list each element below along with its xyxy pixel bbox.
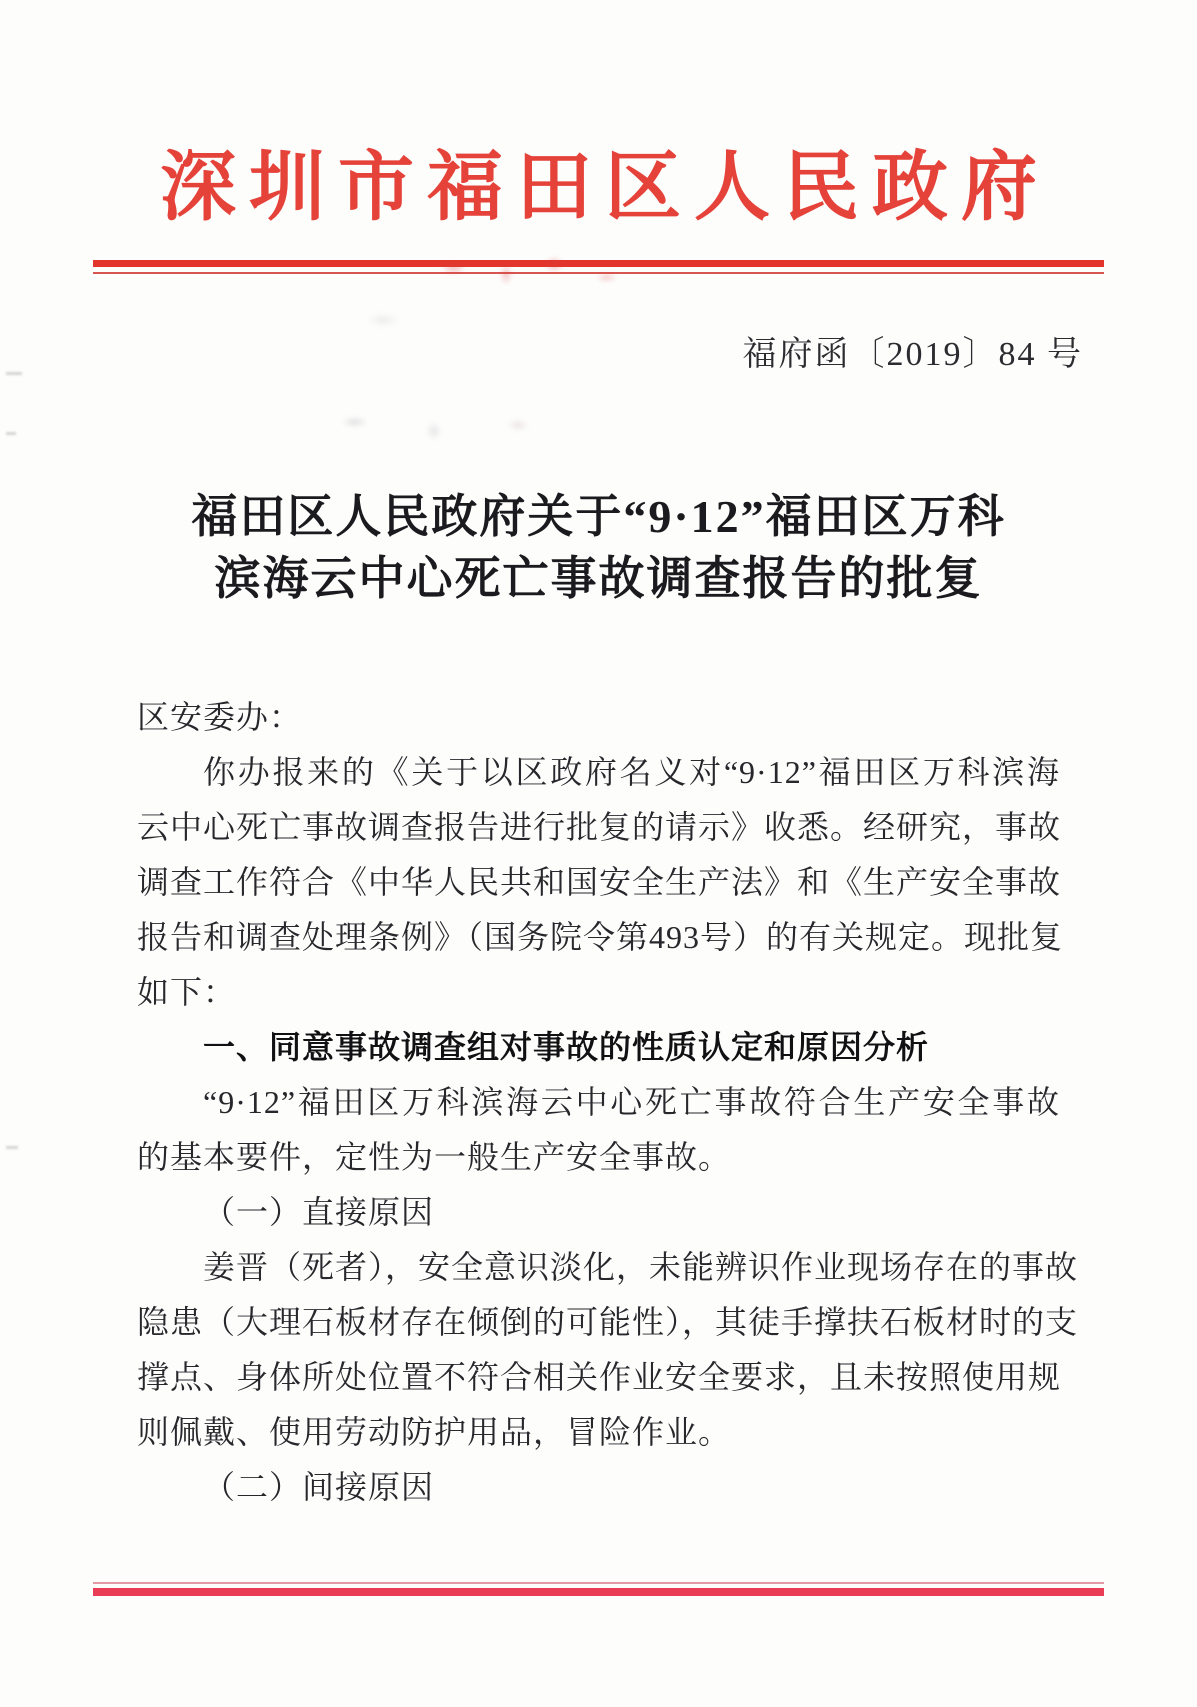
scan-edge-speck bbox=[6, 1146, 18, 1149]
letterhead-agency-name: 深圳市福田区人民政府 bbox=[160, 146, 1050, 230]
paragraph-1-line: 你办报来的《关于以区政府名义对“9·12”福田区万科滨海 bbox=[203, 754, 1060, 790]
paragraph-3-line: 撑点、身体所处位置不符合相关作业安全要求，且未按照使用规 bbox=[137, 1359, 1062, 1395]
stamp-bleed-artifact bbox=[422, 238, 632, 304]
title-line-2: 滨海云中心死亡事故调查报告的批复 bbox=[214, 553, 983, 604]
footer-rule-thin bbox=[93, 1582, 1104, 1584]
paragraph-3-line: 隐患（大理石板材存在倾倒的可能性），其徒手撑扶石板材时的支 bbox=[137, 1304, 1079, 1340]
document-number: 福府函〔2019〕84 号 bbox=[742, 336, 1083, 373]
scan-smudge-artifact bbox=[326, 398, 566, 458]
paragraph-1-line: 调查工作符合《中华人民共和国安全生产法》和《生产安全事故 bbox=[137, 864, 1062, 900]
paragraph-1-line: 报告和调查处理条例》（国务院令第493号）的有关规定。现批复 bbox=[137, 919, 1064, 955]
subsection-2-heading: （二）间接原因 bbox=[203, 1469, 435, 1505]
paragraph-2-line: 的基本要件，定性为一般生产安全事故。 bbox=[137, 1139, 732, 1175]
footer-rule-thick bbox=[93, 1588, 1104, 1596]
document-title bbox=[0, 486, 1197, 610]
paragraph-1-line: 云中心死亡事故调查报告进行批复的请示》收悉。经研究，事故 bbox=[137, 809, 1062, 845]
paragraph-2-line: “9·12”福田区万科滨海云中心死亡事故符合生产安全事故 bbox=[203, 1084, 1060, 1120]
salutation: 区安委办： bbox=[137, 699, 303, 735]
paragraph-1-line: 如下： bbox=[137, 974, 237, 1010]
document-body bbox=[137, 690, 1079, 1515]
scan-smudge-artifact bbox=[335, 300, 455, 340]
paragraph-3-line: 则佩戴、使用劳动防护用品，冒险作业。 bbox=[137, 1414, 732, 1450]
paragraph-3-line: 姜晋（死者），安全意识淡化，未能辨识作业现场存在的事故 bbox=[203, 1249, 1079, 1285]
scan-edge-speck bbox=[6, 372, 22, 375]
title-line-1: 福田区人民政府关于“9·12”福田区万科 bbox=[191, 491, 1006, 542]
subsection-1-heading: （一）直接原因 bbox=[203, 1194, 435, 1230]
section-1-heading: 一、同意事故调查组对事故的性质认定和原因分析 bbox=[203, 1029, 930, 1065]
scan-edge-speck bbox=[6, 432, 16, 435]
